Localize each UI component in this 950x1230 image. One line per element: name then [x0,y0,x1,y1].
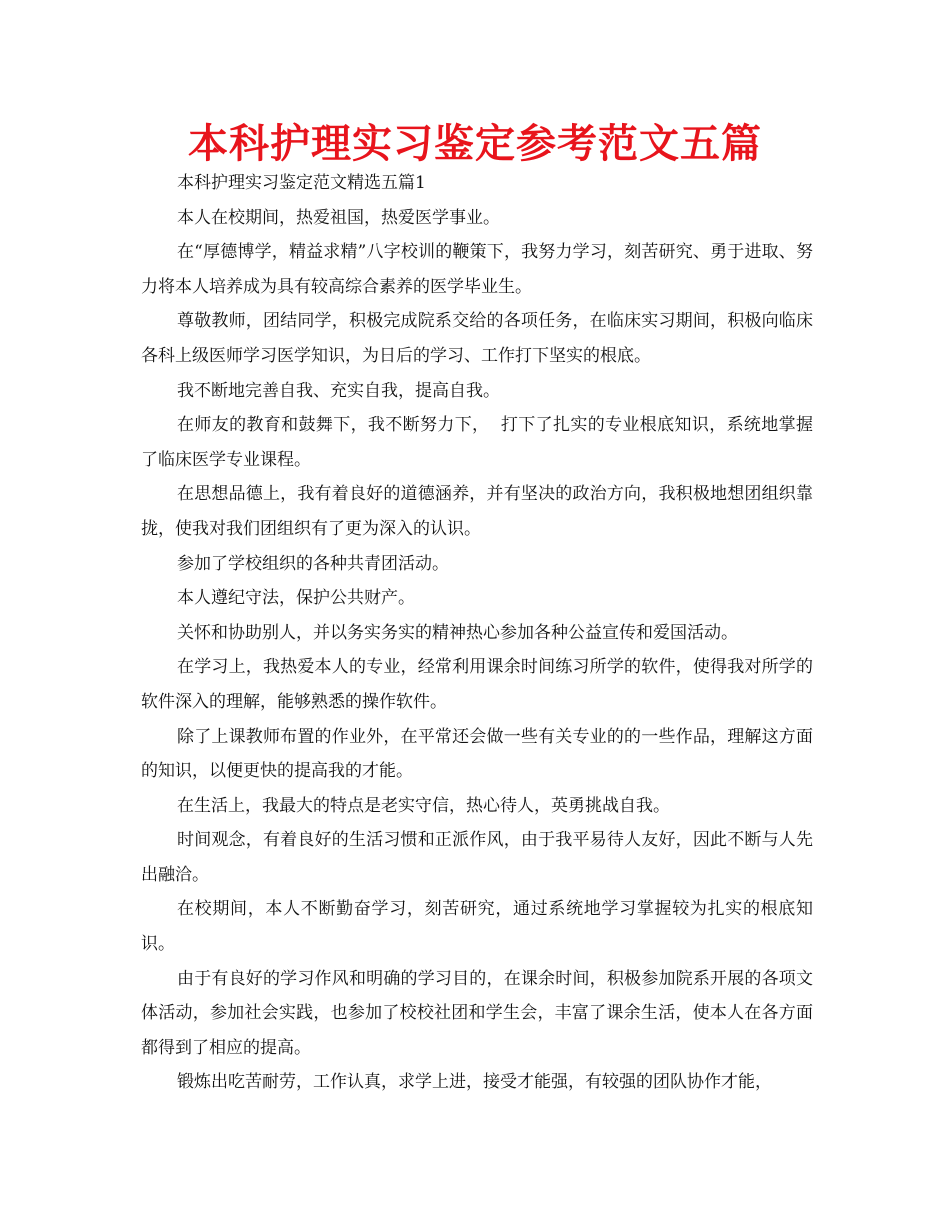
paragraph: 参加了学校组织的各种共青团活动。 [177,553,449,574]
paragraph: 在学习上，我热爱本人的专业，经常利用课余时间练习所学的软件，使得我对所学的软件深入的理解，能够熟悉的操作软件。 [141,657,813,712]
paragraph: 在思想品德上，我有着良好的道德涵养，并有坚决的政治方向，我积极地想团组织靠拢，使我对我们团组织有了更为深入的认识。 [141,484,813,539]
paragraph: 关怀和协助别人，并以务实务实的精神热心参加各种公益宣传和爱国活动。 [177,622,738,643]
paragraph: 尊敬教师，团结同学，积极完成院系交给的各项任务，在临床实习期间，积极向临床各科上级医师学习医学知识，为日后的学习、工作打下坚实的根底。 [141,311,813,366]
paragraph: 本人遵纪守法，保护公共财产。 [177,588,415,609]
paragraph: 我不断地完善自我、充实自我，提高自我。 [177,380,500,401]
paragraph: 由于有良好的学习作风和明确的学习目的，在课余时间，积极参加院系开展的各项文体活动，参加社会实践，也参加了校校社团和学生会，丰富了课余生活，使本人在各方面都得到了相应的提高。 [141,968,813,1058]
paragraph: 在“厚德博学，精益求精”八字校训的鞭策下，我努力学习，刻苦研究、勇于进取、努力将本人培养成为具有较高综合素养的医学毕业生。 [141,242,813,297]
document-title: 本科护理实习鉴定参考范文五篇 [188,121,762,167]
paragraph: 锻炼出吃苦耐劳，工作认真，求学上进，接受才能强，有较强的团队协作才能， [177,1072,772,1093]
paragraph: 本科护理实习鉴定范文精选五篇1 [177,173,426,193]
paragraph: 除了上课教师布置的作业外，在平常还会做一些有关专业的的一些作品，理解这方面的知识，以便更快的提高我的才能。 [141,726,813,782]
paragraph: 在生活上，我最大的特点是老实守信，热心待人，英勇挑战自我。 [177,795,670,816]
paragraph: 本人在校期间，热爱祖国，热爱医学事业。 [177,207,500,228]
paragraph: 在校期间，本人不断勤奋学习，刻苦研究，通过系统地学习掌握较为扎实的根底知识。 [141,899,813,955]
paragraph: 在师友的教育和鼓舞下，我不断努力下， 打下了扎实的专业根底知识，系统地掌握了临床医学专业课程。 [141,415,813,470]
paragraph: 时间观念，有着良好的生活习惯和正派作风，由于我平易待人友好，因此不断与人先出融洽。 [141,830,813,885]
document-body [141,166,813,1100]
